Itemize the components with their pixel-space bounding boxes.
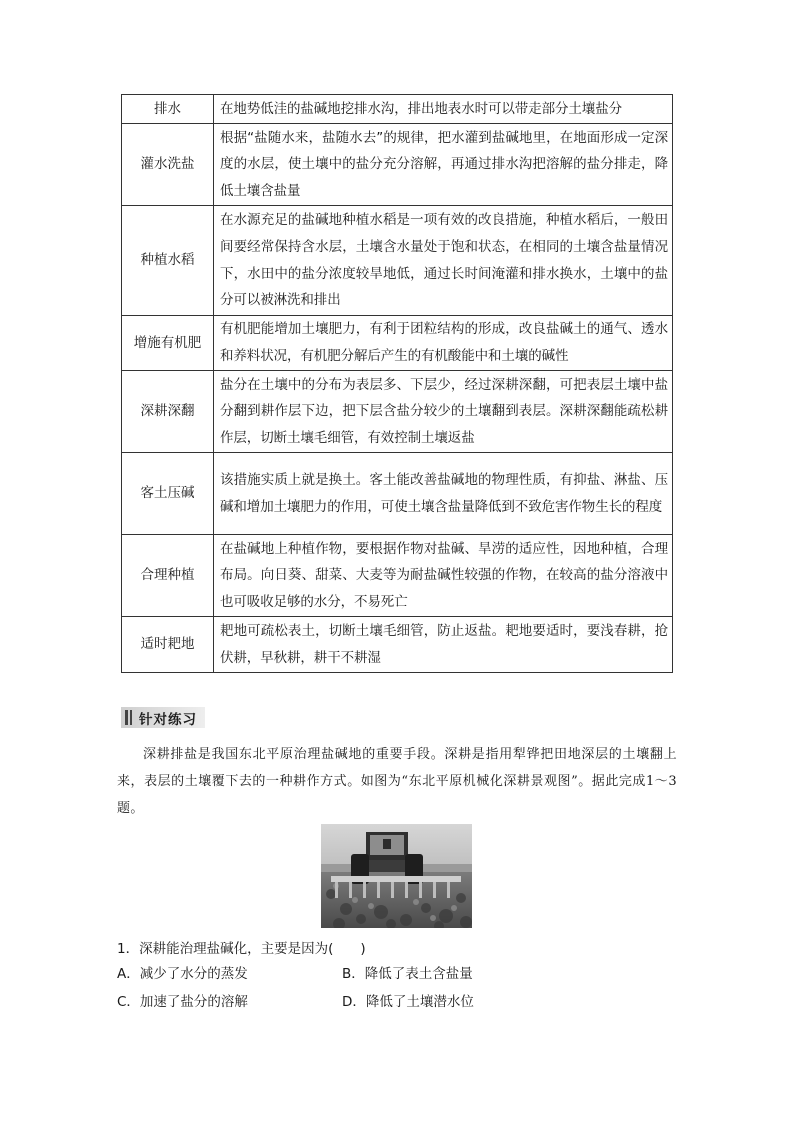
option-a: A．减少了水分的蒸发 xyxy=(117,966,248,982)
section-heading xyxy=(121,707,205,728)
measure-description: 耙地可疏松表土，切断土壤毛细管，防止返盐。耙地要适时，要浅春耕，抢伏耕，早秋耕，耕干不耕湿 xyxy=(214,617,673,673)
table-row xyxy=(122,95,673,124)
measure-name: 种植水稻 xyxy=(122,206,214,316)
table-row xyxy=(122,206,673,316)
heading-bar-icon xyxy=(125,710,128,725)
option-c: C．加速了盐分的溶解 xyxy=(117,994,248,1010)
measure-description: 该措施实质上就是换土。客土能改善盐碱地的物理性质，有抑盐、淋盐、压碱和增加土壤肥力的作用，可使土壤含盐量降低到不致危害作物生长的程度 xyxy=(214,453,673,535)
measure-name: 灌水洗盐 xyxy=(122,124,214,206)
measure-name: 深耕深翻 xyxy=(122,371,214,453)
measure-description: 盐分在土壤中的分布为表层多、下层少，经过深耕深翻，可把表层土壤中盐分翻到耕作层下边，把下层含盐分较少的土壤翻到表层。深耕深翻能疏松耕作层，切断土壤毛细管，有效控制土壤返盐 xyxy=(214,371,673,453)
measure-description: 根据“盐随水来，盐随水去”的规律，把水灌到盐碱地里，在地面形成一定深度的水层，使土壤中的盐分充分溶解，再通过排水沟把溶解的盐分排走，降低土壤含盐量 xyxy=(214,124,673,206)
measure-description: 在地势低洼的盐碱地挖排水沟，排出地表水时可以带走部分土壤盐分 xyxy=(214,95,673,124)
deep-plowing-photo xyxy=(321,824,472,928)
heading-bar-icon xyxy=(130,710,132,725)
option-d: D．降低了土壤潜水位 xyxy=(342,994,474,1010)
table-row xyxy=(122,453,673,535)
measure-name: 适时耙地 xyxy=(122,617,214,673)
measure-description: 在水源充足的盐碱地种植水稻是一项有效的改良措施，种植水稻后，一般田间要经常保持含水层，土壤含水量处于饱和状态，在相同的土壤含盐量情况下，水田中的盐分浓度较旱地低，通过长时间淹灌和排水换水，土壤中的盐分可以被淋洗和排出 xyxy=(214,206,673,316)
option-b: B．降低了表土含盐量 xyxy=(342,966,473,982)
table-row xyxy=(122,371,673,453)
table-row xyxy=(122,124,673,206)
question-1-stem: 1．深耕能治理盐碱化，主要是因为( ) xyxy=(117,941,366,957)
measure-name: 合理种植 xyxy=(122,535,214,617)
table-row xyxy=(122,316,673,371)
section-label: 针对练习 xyxy=(139,711,197,728)
measure-description: 有机肥能增加土壤肥力，有利于团粒结构的形成，改良盐碱土的通气、透水和养料状况，有机肥分解后产生的有机酸能中和土壤的碱性 xyxy=(214,316,673,371)
table-row xyxy=(122,535,673,617)
measure-name: 排水 xyxy=(122,95,214,124)
soil-improvement-table xyxy=(121,94,673,673)
measure-description: 在盐碱地上种植作物，要根据作物对盐碱、旱涝的适应性，因地种植，合理布局。向日葵、甜菜、大麦等为耐盐碱性较强的作物，在较高的盐分溶液中也可吸收足够的水分，不易死亡 xyxy=(214,535,673,617)
measure-name: 增施有机肥 xyxy=(122,316,214,371)
measure-name: 客土压碱 xyxy=(122,453,214,535)
intro-paragraph: 深耕排盐是我国东北平原治理盐碱地的重要手段。深耕是指用犁铧把田地深层的土壤翻上来，表层的土壤覆下去的一种耕作方式。如图为“东北平原机械化深耕景观图”。据此完成1～3题。 xyxy=(117,747,677,816)
tractor-field-image xyxy=(321,824,472,928)
table-row xyxy=(122,617,673,673)
